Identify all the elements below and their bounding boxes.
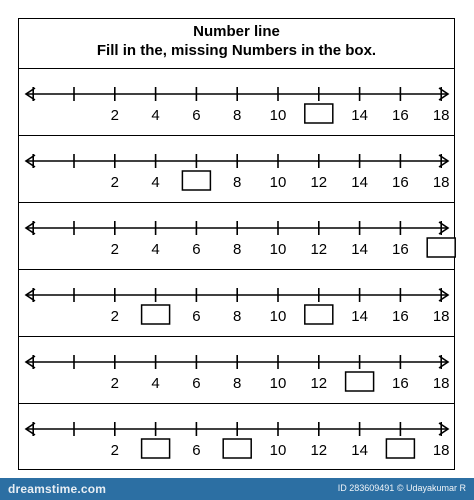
answer-box[interactable] — [182, 171, 210, 190]
number-label: 12 — [310, 241, 328, 258]
worksheet — [18, 18, 455, 470]
number-line-row — [19, 404, 454, 471]
number-label: 10 — [269, 241, 287, 258]
number-label: 18 — [432, 174, 450, 191]
number-label: 8 — [233, 107, 242, 124]
number-label: 6 — [192, 107, 201, 124]
number-line-row — [19, 337, 454, 404]
number-label: 10 — [269, 107, 287, 124]
number-label: 12 — [310, 442, 328, 459]
stock-footer — [0, 478, 474, 500]
number-label: 10 — [269, 308, 287, 325]
number-label: 10 — [269, 375, 287, 392]
number-line — [19, 337, 456, 400]
number-label: 4 — [151, 375, 160, 392]
image-id: ID 283609491 — [337, 483, 395, 493]
number-label: 18 — [432, 308, 450, 325]
number-label: 18 — [432, 442, 450, 459]
answer-box[interactable] — [223, 439, 251, 458]
number-label: 16 — [392, 241, 409, 258]
number-line — [19, 69, 456, 132]
number-label: 10 — [269, 174, 287, 191]
number-label: 2 — [110, 241, 119, 258]
number-label: 16 — [392, 107, 409, 124]
number-label: 2 — [110, 308, 119, 325]
number-label: 6 — [192, 241, 201, 258]
number-line-row — [19, 136, 454, 203]
number-label: 2 — [110, 174, 119, 191]
number-line-row — [19, 270, 454, 337]
number-label: 2 — [110, 375, 119, 392]
number-label: 4 — [151, 241, 160, 258]
number-label: 16 — [392, 375, 409, 392]
number-label: 2 — [110, 107, 119, 124]
number-label: 12 — [310, 375, 328, 392]
number-label: 8 — [233, 174, 242, 191]
number-label: 12 — [310, 174, 328, 191]
number-label: 4 — [151, 174, 160, 191]
number-label: 14 — [351, 308, 368, 325]
number-label: 14 — [351, 241, 368, 258]
number-label: 6 — [192, 442, 201, 459]
number-label: 14 — [351, 442, 368, 459]
number-label: 18 — [432, 107, 450, 124]
number-label: 16 — [392, 308, 409, 325]
number-line — [19, 404, 456, 467]
answer-box[interactable] — [427, 238, 455, 257]
number-label: 8 — [233, 375, 242, 392]
number-line — [19, 136, 456, 199]
number-label: 6 — [192, 308, 201, 325]
image-author: © Udayakumar R — [396, 483, 466, 493]
number-label: 10 — [269, 442, 287, 459]
number-label: 14 — [351, 107, 368, 124]
worksheet-instruction: Fill in the, missing Numbers in the box. — [96, 42, 377, 59]
image-meta — [338, 483, 466, 493]
number-label: 8 — [233, 241, 242, 258]
number-line — [19, 203, 456, 266]
answer-box[interactable] — [142, 305, 170, 324]
worksheet-title: Number line — [193, 23, 280, 40]
number-label: 16 — [392, 174, 409, 191]
number-label: 14 — [351, 174, 368, 191]
number-line — [19, 270, 456, 333]
number-line-row — [19, 69, 454, 136]
answer-box[interactable] — [386, 439, 414, 458]
answer-box[interactable] — [305, 305, 333, 324]
number-label: 6 — [192, 375, 201, 392]
number-label: 18 — [432, 375, 450, 392]
number-label: 2 — [110, 442, 119, 459]
answer-box[interactable] — [305, 104, 333, 123]
number-label: 8 — [233, 308, 242, 325]
number-label: 4 — [151, 107, 160, 124]
number-line-row — [19, 203, 454, 270]
answer-box[interactable] — [346, 372, 374, 391]
dreamstime-logo: dreamstime.com — [8, 482, 107, 496]
worksheet-header — [19, 19, 454, 69]
answer-box[interactable] — [142, 439, 170, 458]
